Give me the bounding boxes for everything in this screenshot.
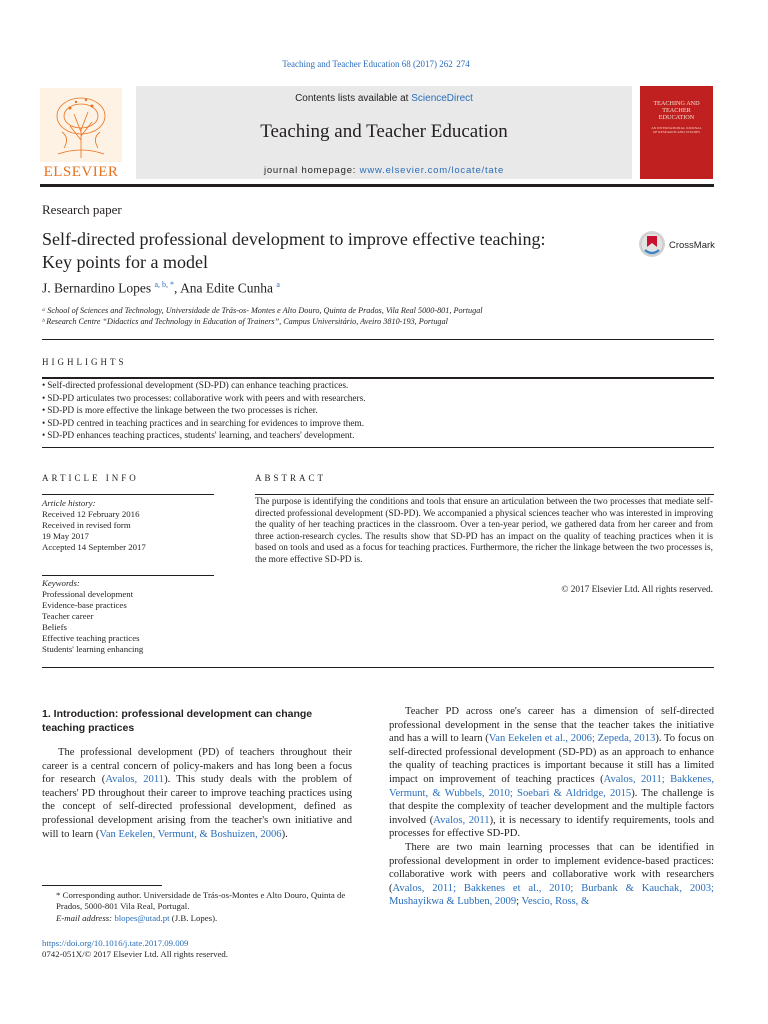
article-title-line-1: Self-directed professional development to improve effective teaching:: [42, 229, 546, 249]
abstract-heading: ABSTRACT: [255, 473, 327, 483]
article-title: [42, 228, 632, 274]
footnote-text: * Corresponding author. Universidade de Trás-os-Montes e Alto Douro, Quinta de Prados, 5000-801 Vila Real, Portugal.: [56, 890, 346, 912]
journal-title: Teaching and Teacher Education: [260, 121, 508, 142]
email-label: E-mail address:: [56, 912, 115, 923]
abstract-copyright: © 2017 Elsevier Ltd. All rights reserved.: [561, 585, 713, 595]
paragraph-text: ). To focus on self-directed professional development (SD-PD) as an approach to enhance the quality of teaching practices is important because it still has a limited impact on improvement of teaching practices (: [389, 733, 714, 785]
doi-link[interactable]: https://doi.org/10.1016/j.tate.2017.09.009: [42, 938, 189, 948]
section-divider: [42, 447, 714, 448]
journal-cover-thumbnail[interactable]: [640, 86, 713, 179]
section-heading: 1. Introduction: professional development can change teaching practices: [42, 708, 313, 734]
paragraph-text: ;: [516, 896, 522, 908]
author-list: [42, 280, 280, 297]
journal-homepage-link[interactable]: www.elsevier.com/locate/tate: [359, 165, 505, 176]
paragraph-text: The professional development (PD) of teachers throughout their career is a central concern of policy-makers and has long been a focus for research (: [42, 747, 352, 786]
keywords-list: [42, 589, 143, 655]
contents-available-line: [136, 93, 632, 104]
author-name[interactable]: J. Bernardino Lopes: [42, 280, 152, 296]
email-suffix: (J.B. Lopes).: [169, 912, 218, 923]
highlights-heading: HIGHLIGHTS: [42, 357, 127, 367]
history-entry: Received in revised form: [42, 520, 131, 530]
highlights-divider: [42, 377, 714, 379]
section-divider: [42, 339, 714, 340]
paragraph-text: Teacher PD across one's career has a dimension of self-directed professional development in the sense that the teacher takes the initiative and has a will to learn (: [389, 706, 714, 745]
citation-link[interactable]: Avalos, 2011; Bakkenes et al., 2010; Burbank & Kauchak, 2003; Mushayikwa & Lubben, 2009: [389, 882, 714, 908]
homepage-prefix: journal homepage:: [263, 165, 360, 176]
footnote-divider: [42, 885, 162, 886]
section-divider: [42, 667, 714, 668]
keyword: Professional development: [42, 589, 134, 599]
journal-reference[interactable]: Teaching and Teacher Education 68 (2017) 262 274: [282, 59, 470, 69]
body-paragraph: [389, 705, 714, 841]
cover-title: TEACHING AND TEACHER EDUCATION: [653, 100, 700, 121]
article-title-line-2: Key points for a model: [42, 252, 208, 272]
history-entry: Received 12 February 2016: [42, 509, 140, 519]
journal-homepage-line: [136, 165, 632, 176]
crossmark-badge[interactable]: [638, 228, 718, 260]
corresponding-author-footnote: [42, 890, 372, 924]
email-link[interactable]: blopes@utad.pt: [114, 912, 170, 923]
author-superscript[interactable]: a: [276, 280, 280, 289]
sciencedirect-link[interactable]: ScienceDirect: [411, 93, 473, 104]
cover-subtitle: AN INTERNATIONAL JOURNAL OF RESEARCH AND STUDIES: [651, 126, 702, 134]
article-history-label: Article history:: [42, 498, 96, 508]
keywords-divider: [42, 575, 214, 576]
elsevier-wordmark: ELSEVIER: [43, 164, 119, 180]
abstract-divider: [255, 494, 714, 495]
paragraph-text: ). This study deals with the problem of teachers' PD throughout their career to improve teaching practices using the concept of self-directed professional development, defined as professional development arising from the teacher's own initiative and will to learn (: [42, 774, 352, 840]
affiliation-a: ᵃ School of Sciences and Technology, Universidade de Trás-os- Montes e Alto Douro, Quinta de Prados, Vila Real 5000-801, Portugal: [42, 306, 483, 315]
article-history-list: [42, 509, 146, 553]
highlight-item: • SD-PD enhances teaching practices, students' learning, and teachers' development.: [42, 430, 366, 443]
paragraph-text: ). The challenge is that despite the complexity of teacher development and the multiple factors involved (: [389, 787, 714, 826]
footnote-email-line: [42, 913, 372, 924]
paragraph-text: ), it is necessary to identify requirements, tools and processes for effective SD-PD.: [389, 814, 715, 840]
contents-prefix: Contents lists available at: [295, 93, 412, 104]
header-divider: [40, 184, 714, 187]
citation-link[interactable]: Avalos, 2011: [105, 774, 165, 786]
paragraph-text: There are two main learning processes that can be identified in professional development in order to implement evidence-based practices: collaborative work with peers and collaborative work with researchers (: [389, 841, 714, 894]
author-superscript[interactable]: a, b, *: [154, 280, 175, 289]
keyword: Students' learning enhancing: [42, 644, 144, 654]
highlight-item: • SD-PD articulates two processes: collaborative work with peers and with researchers.: [42, 393, 366, 406]
author-name[interactable]: Ana Edite Cunha: [180, 280, 274, 296]
paragraph-text: ).: [281, 828, 288, 840]
affiliation-b: ᵇ Research Centre “Didactics and Technology in Education of Trainers”, Campus Universitário, Aveiro 3810-193, Portugal: [42, 317, 448, 326]
citation-link[interactable]: Vescio, Ross, &: [521, 896, 590, 908]
keyword: Teacher career: [42, 611, 94, 621]
highlights-list: [42, 380, 366, 443]
citation-link[interactable]: Van Eekelen et al., 2006; Zepeda, 2013: [488, 733, 656, 745]
citation-link[interactable]: Avalos, 2011; Bakkenes, Vermunt, & Wubbels, 2010; Soebari & Aldridge, 2015: [389, 773, 714, 799]
keyword: Effective teaching practices: [42, 633, 140, 643]
issn-copyright: 0742-051X/© 2017 Elsevier Ltd. All rights reserved.: [42, 949, 229, 959]
keyword: Beliefs: [42, 622, 67, 632]
crossmark-label: CrossMark: [669, 240, 715, 251]
highlight-item: • Self-directed professional development (SD-PD) can enhance teaching practices.: [42, 380, 366, 393]
body-paragraph: [42, 746, 352, 841]
history-entry: Accepted 14 September 2017: [42, 542, 146, 552]
citation-link[interactable]: Avalos, 2011: [433, 814, 490, 826]
body-right-column: [389, 705, 714, 909]
history-entry: 19 May 2017: [42, 531, 89, 541]
keywords-label: Keywords:: [42, 578, 80, 588]
citation-link[interactable]: Van Eekelen, Vermunt, & Boshuizen, 2006: [99, 828, 282, 840]
article-info-divider: [42, 494, 214, 495]
author-separator: ,: [174, 280, 181, 296]
body-paragraph: [389, 841, 714, 909]
keyword: Evidence-base practices: [42, 600, 127, 610]
article-type: Research paper: [42, 202, 122, 217]
highlight-item: • SD-PD centred in teaching practices and in searching for evidences to improve them.: [42, 418, 366, 431]
highlight-item: • SD-PD is more effective the linkage between the two processes is richer.: [42, 405, 366, 418]
article-info-heading: ARTICLE INFO: [42, 473, 139, 483]
abstract-text: The purpose is identifying the conditions and tools that ensure an articulation between the two processes that mediate self-directed professional development (SD-PD). We accompanied a physical sciences teacher who was interested in improving the quality of her teaching practices in the classroom. Over a ten-year period, we gathered data from her career and from three action-research cycles. The results show that SD-PD has an impact on the quality of teaching practices when it is based on tools and used as a focus for teaching practices. Furthermore, the richer the linkage between the two processes is, the more effective SD-PD is.: [255, 497, 713, 565]
